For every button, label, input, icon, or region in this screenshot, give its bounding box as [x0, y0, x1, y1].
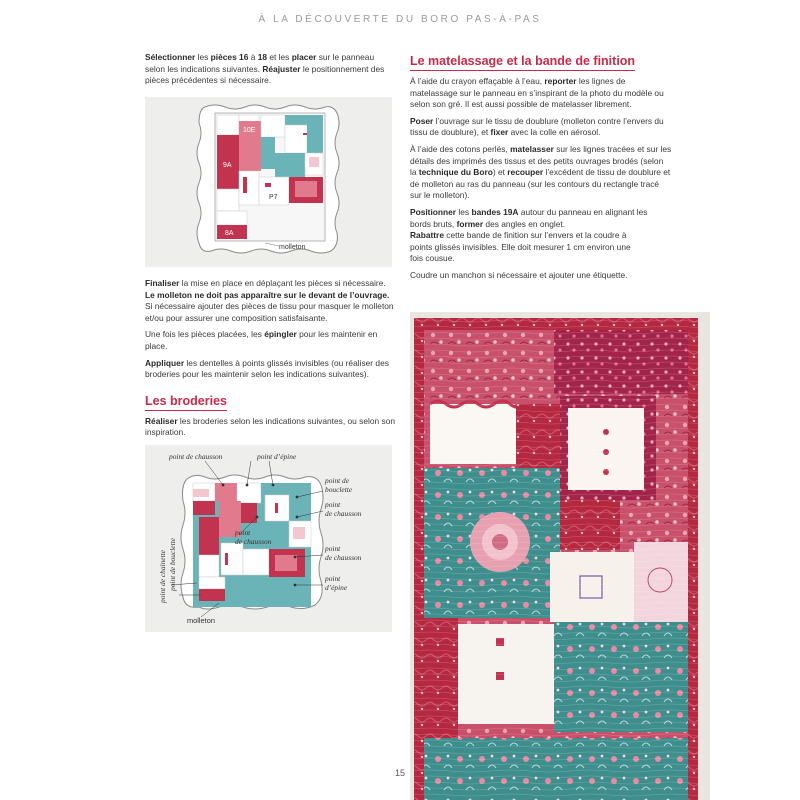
text: sur les lignes tracées et sur les détails des imprimés des tissus et des petits ouvrages brodés (selon la [410, 143, 672, 178]
left-column-lower [145, 278, 395, 444]
text: autour du panneau en alignant les bords bruts, [410, 206, 648, 229]
text: et les [267, 52, 292, 62]
piece-label-10e: 10E [243, 127, 256, 134]
bold-text: épingler [264, 329, 297, 340]
text: les [456, 206, 472, 217]
piece [199, 589, 225, 601]
piece [199, 555, 219, 577]
text: la mise en place en déplaçant les pièces si nécessaire. [179, 278, 386, 288]
piece [239, 137, 261, 171]
piece-teal [275, 153, 305, 177]
bold-text: pièces 16 [210, 52, 249, 62]
bold-text: matelasser [510, 143, 554, 154]
piece-label-8a: 8A [225, 230, 234, 237]
text: À l’aide des cotons perlés, [410, 143, 511, 154]
text: Une fois les pièces placées, les [145, 329, 265, 340]
text: Si nécessaire ajouter des pièces de tissu pour masquer le molleton et/ou pour assurer une composition satisfaisante. [145, 301, 394, 323]
label-point: point [325, 544, 341, 553]
bold-text: bandes 19A [471, 206, 519, 217]
piece [217, 189, 239, 211]
piece [239, 171, 259, 205]
stitch-mark [243, 177, 247, 193]
paragraph-coudre: Coudre un manchon si nécessaire et ajouter une étiquette. [410, 269, 628, 280]
piece [193, 489, 209, 497]
text: des angles en onglet. [483, 218, 566, 229]
piece-label-p7: P7 [269, 194, 278, 201]
quilt-photo [410, 312, 710, 800]
bold-text: Appliquer [145, 357, 185, 368]
piece [221, 543, 243, 575]
piece [261, 115, 285, 137]
piece [217, 135, 239, 149]
label-point: point [325, 574, 341, 583]
molleton-label: molleton [279, 244, 306, 251]
label-point-de-chainette: point de chainette [158, 550, 167, 603]
bold-text: former [456, 218, 484, 229]
label-center-point: point [235, 528, 251, 537]
label-de-chausson: de chausson [325, 509, 362, 518]
right-column [410, 52, 710, 287]
quilting-lines [414, 318, 698, 800]
piece [217, 211, 247, 225]
figure-embroidery [145, 445, 392, 632]
piece [295, 181, 317, 197]
text: l’ouvrage sur le tissu de doublure (molleton contre l’envers du tissu de doublure), et [410, 115, 664, 138]
stitch-mark [303, 133, 307, 135]
label-point-de: point de [325, 476, 350, 485]
bold-text: recouper [507, 167, 544, 178]
label-point-epine: point d’épine [257, 452, 297, 461]
bold-text: Réajuster [262, 63, 301, 74]
appliquer-paragraph [145, 358, 395, 381]
piece [193, 501, 215, 515]
piece [309, 157, 319, 167]
figure-panel-layout [145, 97, 392, 267]
label-bouclette: bouclette [325, 485, 353, 494]
paragraph-rabattre [410, 230, 642, 265]
bold-text: fixer [490, 127, 509, 138]
stitch-mark [275, 503, 278, 513]
piece [293, 527, 305, 539]
bold-text: technique du Boro [418, 167, 493, 178]
piece-teal [307, 125, 323, 153]
bold-text: Le molleton ne doit pas apparaître sur le devant de l’ouvrage. [145, 289, 390, 300]
finaliser-paragraph [145, 278, 395, 324]
bold-text: Sélectionner [145, 52, 196, 62]
bold-text: Poser [410, 115, 434, 126]
bold-text: Rabattre [410, 230, 444, 241]
intro-paragraph [145, 52, 390, 87]
heading-matelassage: Le matelassage et la bande de finition [410, 54, 635, 71]
piece [243, 549, 269, 575]
label-point: point [325, 500, 341, 509]
label-point-de-bouclette: point de bouclette [168, 538, 177, 591]
text: cette bande de finition sur l’envers et la coudre à points glissés invisibles. Elle doit mesurer 1 cm environ une fois cousue. [410, 230, 631, 264]
text: À l’aide du crayon effaçable à l’eau, [410, 76, 545, 86]
piece [215, 483, 237, 501]
stitch-mark [265, 183, 271, 187]
left-column [145, 52, 395, 92]
text: les lignes de matelassage sur le panneau en s’inspirant de la photo du modèle ou selon son gré. Il est aussi possible de matelasser librement. [410, 76, 664, 110]
paragraph-matelasser [410, 144, 672, 202]
text: à [248, 52, 258, 62]
bold-text: Positionner [410, 206, 457, 217]
piece [199, 517, 219, 555]
text: les broderies selon les indications suivantes, ou selon son inspiration. [145, 415, 396, 438]
paragraph-reporter [410, 76, 665, 111]
panel-layout-diagram [145, 97, 392, 267]
paragraph-positionner [410, 207, 660, 230]
piece [199, 577, 225, 589]
piece [237, 483, 261, 503]
label-point-de-chausson: point de chausson [169, 452, 223, 461]
epingler-paragraph [145, 329, 395, 352]
text: les dentelles à points glissés invisibles (ou réaliser des broderies pour les maintenir selon les indications suivantes). [145, 357, 389, 380]
text: avec la colle en aérosol. [508, 127, 601, 138]
molleton-label: molleton [187, 616, 215, 625]
heading-broderies: Les broderies [145, 394, 227, 411]
broderies-paragraph [145, 416, 395, 439]
text: l’excédent de tissu de doublure et de molleton au ras du panneau (sur les contours du rectangle tracé sur le molleton). [410, 167, 671, 201]
bold-text: reporter [544, 76, 577, 86]
paragraph-poser [410, 116, 670, 139]
piece-9a [217, 149, 239, 189]
embroidery-diagram [145, 445, 392, 632]
running-header: À LA DÉCOUVERTE DU BORO PAS-À-PAS [258, 14, 542, 25]
bold-text: 18 [257, 52, 268, 62]
piece [285, 125, 307, 153]
bold-text: placer [291, 52, 317, 62]
text: ) et [492, 167, 508, 178]
page-number: 15 [394, 768, 405, 778]
piece [217, 115, 239, 135]
label-center-de-chausson: de chausson [235, 537, 272, 546]
text: les [195, 52, 211, 62]
label-epine: d’épine [325, 583, 348, 592]
label-de-chausson: de chausson [325, 553, 362, 562]
piece [241, 503, 257, 523]
text: sur le panneau selon les indications suivantes. [145, 52, 375, 74]
bold-text: Finaliser [145, 278, 180, 288]
piece [283, 483, 311, 495]
text: le positionnement des pièces précédentes si nécessaire. [145, 63, 385, 86]
piece-teal [261, 137, 275, 169]
piece-teal [285, 115, 323, 125]
piece-label-9a: 9A [223, 162, 232, 169]
bold-text: Réaliser [145, 415, 178, 426]
quilt-illustration [410, 312, 710, 800]
text: pour les maintenir en place. [145, 329, 378, 351]
stitch-mark [225, 553, 228, 565]
